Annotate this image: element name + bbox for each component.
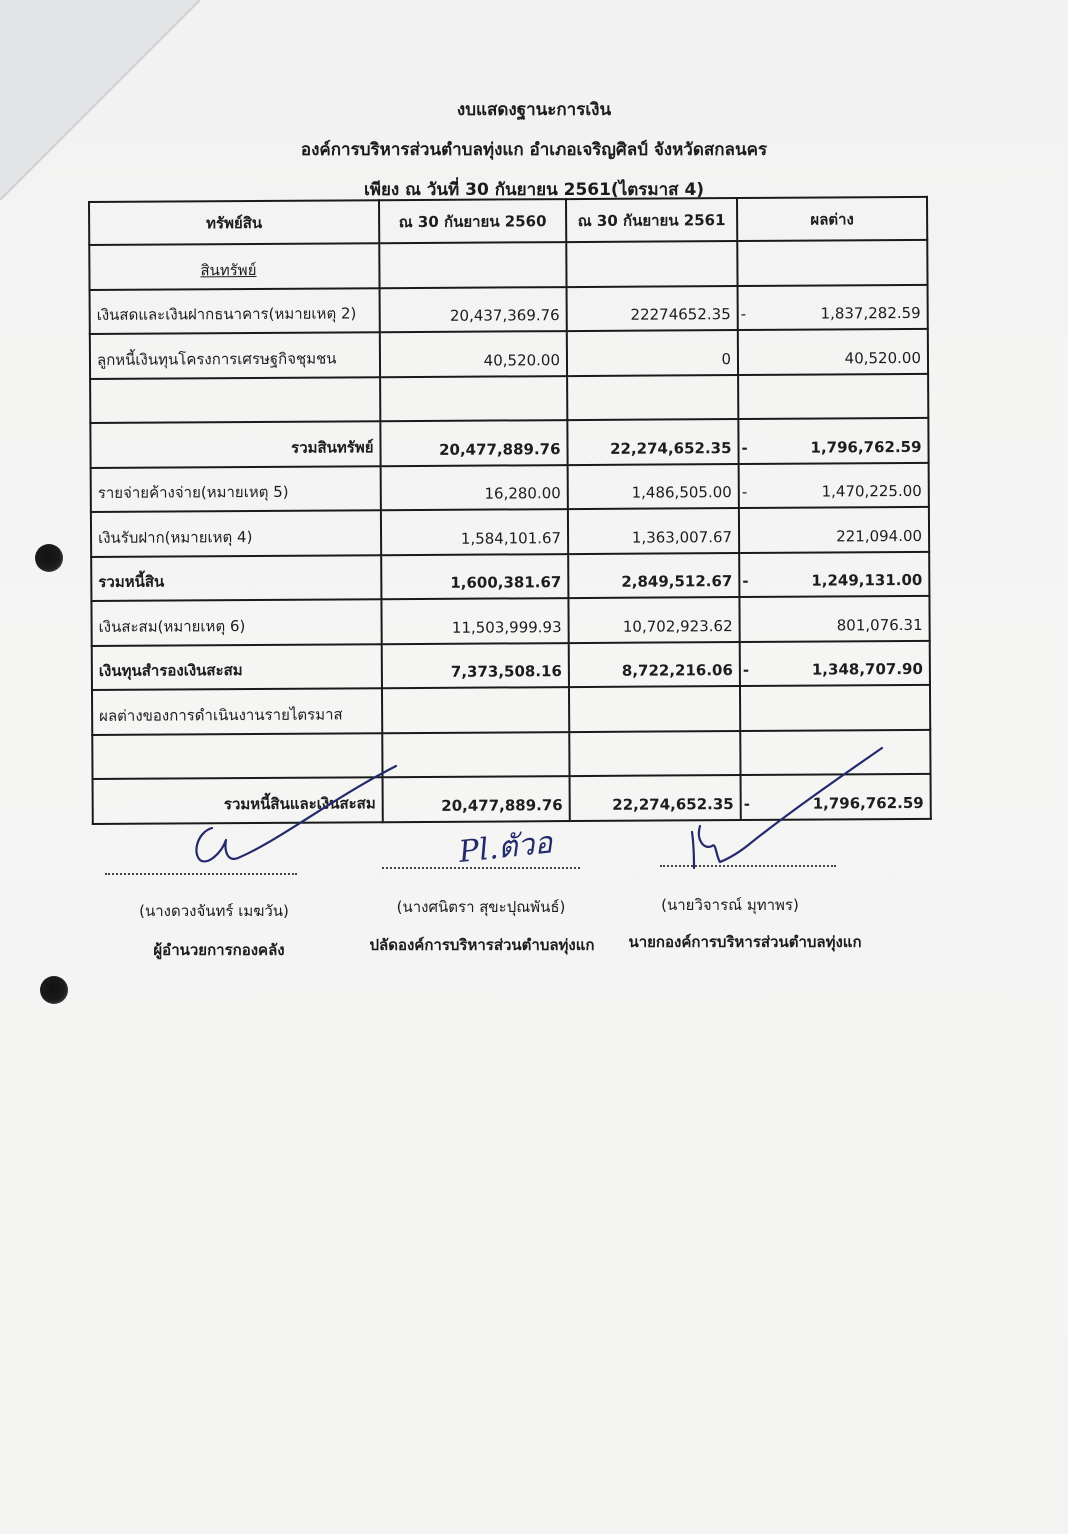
signature-line-1 bbox=[105, 873, 297, 875]
cell-diff bbox=[737, 240, 927, 286]
table-header-row bbox=[89, 197, 927, 245]
cell-2560: 20,437,369.76 bbox=[380, 287, 567, 333]
document-title: งบแสดงฐานะการเงิน bbox=[456, 100, 612, 120]
signer-3-name: (นายวิจารณ์ มุทาพร) bbox=[661, 896, 799, 914]
cell-2560: 20,477,889.76 bbox=[383, 776, 570, 822]
row-label: เงินสดและเงินฝากธนาคาร(หมายเหตุ 2) bbox=[90, 288, 380, 334]
punch-hole-top bbox=[35, 544, 63, 572]
table-row bbox=[92, 640, 930, 690]
signer-2-title: ปลัดองค์การบริหารส่วนตำบลทุ่งแก bbox=[369, 936, 595, 954]
signer-3-title: นายกองค์การบริหารส่วนตำบลทุ่งแก bbox=[628, 933, 862, 951]
table-row bbox=[89, 240, 927, 290]
diff-sign: - bbox=[743, 794, 750, 813]
cell-diff bbox=[738, 373, 928, 419]
table-row bbox=[91, 507, 929, 557]
row-label: เงินรับฝาก(หมายเหตุ 4) bbox=[91, 510, 381, 556]
row-label bbox=[92, 733, 382, 779]
balance-sheet-table bbox=[88, 196, 932, 825]
cell-diff: 221,094.00 bbox=[739, 507, 929, 553]
cell-2561 bbox=[567, 375, 738, 421]
cell-diff bbox=[740, 685, 930, 731]
diff-sign: - bbox=[741, 482, 748, 502]
row-label bbox=[90, 377, 380, 423]
row-label: รวมหนี้สินและเงินสะสม bbox=[93, 777, 383, 823]
table-row bbox=[91, 551, 929, 601]
row-label: ลูกหนี้เงินทุนโครงการเศรษฐกิจชุมชน bbox=[90, 332, 380, 378]
cell-2560: 11,503,999.93 bbox=[381, 598, 568, 644]
column-header-2560: ณ 30 กันยายน 2560 bbox=[379, 199, 566, 243]
cell-2560: 20,477,889.76 bbox=[380, 420, 567, 466]
signer-1-name: (นางดวงจันทร์ เมฆวัน) bbox=[139, 902, 289, 920]
cell-2560 bbox=[380, 376, 567, 422]
cell-2560: 7,373,508.16 bbox=[382, 643, 569, 689]
column-header-2561: ณ 30 กันยายน 2561 bbox=[566, 198, 737, 242]
cell-diff bbox=[740, 729, 930, 775]
signer-2-name: (นางศนิตรา สุขะปุณพันธ์) bbox=[396, 898, 566, 916]
cell-2561: 10,702,923.62 bbox=[568, 597, 739, 643]
table-row bbox=[91, 462, 929, 512]
cell-diff: 1,470,225.00 bbox=[821, 481, 922, 501]
cell-diff: 1,796,762.59 bbox=[810, 437, 922, 457]
row-label: รวมสินทรัพย์ bbox=[90, 421, 380, 467]
row-label: ผลต่างของการดำเนินงานรายไตรมาส bbox=[92, 688, 382, 734]
row-label: เงินทุนสำรองเงินสะสม bbox=[92, 644, 382, 690]
cell-2561: 22274652.35 bbox=[567, 286, 738, 332]
punch-hole-bottom bbox=[40, 976, 68, 1004]
cell-2561: 1,363,007.67 bbox=[568, 508, 739, 554]
cell-diff: 1,837,282.59 bbox=[820, 303, 921, 323]
diff-sign: - bbox=[740, 304, 747, 324]
table-row bbox=[92, 685, 930, 735]
cell-2560 bbox=[382, 687, 569, 733]
cell-2561: 2,849,512.67 bbox=[568, 553, 739, 599]
cell-diff: 801,076.31 bbox=[739, 596, 929, 642]
cell-2561 bbox=[566, 241, 737, 287]
table-row bbox=[93, 774, 931, 824]
cell-2561: 0 bbox=[567, 330, 738, 376]
cell-2560: 1,584,101.67 bbox=[381, 509, 568, 555]
cell-2561 bbox=[569, 686, 740, 732]
table-row bbox=[90, 329, 928, 379]
cell-2561: 22,274,652.35 bbox=[567, 419, 738, 465]
row-label: รวมหนี้สิน bbox=[91, 555, 381, 601]
cell-2560 bbox=[379, 242, 566, 288]
signature-line-3 bbox=[660, 865, 836, 867]
cell-2561: 22,274,652.35 bbox=[570, 775, 741, 821]
row-label: เงินสะสม(หมายเหตุ 6) bbox=[91, 599, 381, 645]
signature-line-2 bbox=[382, 867, 580, 869]
diff-sign: - bbox=[742, 571, 749, 591]
signer-1-title: ผู้อำนวยการกองคลัง bbox=[153, 941, 285, 959]
cell-2561: 1,486,505.00 bbox=[568, 464, 739, 510]
cell-2561: 8,722,216.06 bbox=[569, 642, 740, 688]
table-row bbox=[92, 729, 930, 779]
cell-2561 bbox=[569, 731, 740, 777]
table-row bbox=[90, 418, 928, 468]
diff-sign: - bbox=[741, 438, 748, 457]
row-label: สินทรัพย์ bbox=[200, 260, 257, 279]
organization-name: องค์การบริหารส่วนตำบลทุ่งแก อำเภอเจริญศิลป์ จังหวัดสกลนคร bbox=[300, 140, 768, 160]
cell-2560: 40,520.00 bbox=[380, 331, 567, 377]
cell-2560 bbox=[382, 732, 569, 778]
row-label: รายจ่ายค้างจ่าย(หมายเหตุ 5) bbox=[91, 466, 381, 512]
table-row bbox=[90, 373, 928, 423]
table-row bbox=[90, 284, 928, 334]
statement-date: เพียง ณ วันที่ 30 กันยายน 2561(ไตรมาส 4) bbox=[363, 180, 705, 200]
cell-diff: 1,348,707.90 bbox=[811, 659, 923, 679]
diff-sign: - bbox=[742, 660, 750, 680]
signature-2-initials: Pl.ตัวอ bbox=[457, 825, 554, 870]
cell-2560: 16,280.00 bbox=[381, 465, 568, 511]
cell-diff: 40,520.00 bbox=[738, 329, 928, 375]
cell-diff: 1,249,131.00 bbox=[811, 570, 923, 590]
column-header-difference: ผลต่าง bbox=[737, 197, 927, 241]
cell-2560: 1,600,381.67 bbox=[381, 554, 568, 600]
column-header-assets: ทรัพย์สิน bbox=[89, 200, 379, 245]
balance-sheet-table-wrap bbox=[88, 201, 926, 825]
table-row bbox=[91, 596, 929, 646]
cell-diff: 1,796,762.59 bbox=[812, 793, 924, 813]
